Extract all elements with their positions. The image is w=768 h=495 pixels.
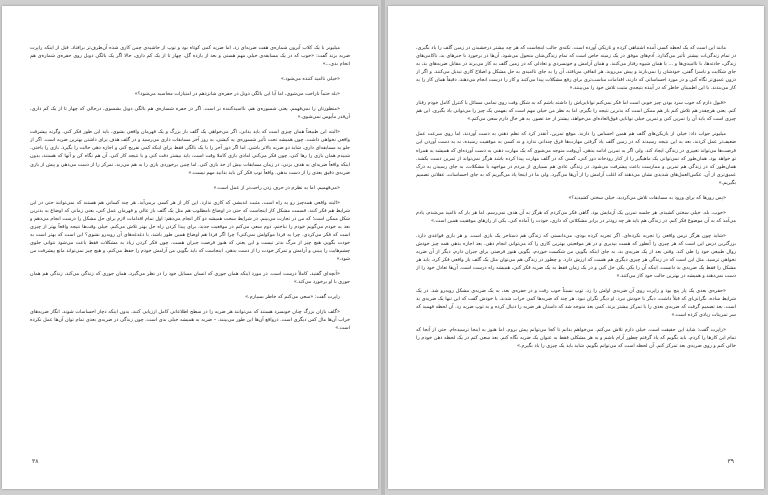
paragraph: «آنچه‌ای گفتید، کاملاً درست است. در مورد اینکه همان جوری که انسان مسایل خود را در نظر می‌گیرد، همان جوری که زندگی می‌کند، زندگی هم همان جوری با او برخورد می‌کند.» [30,271,350,286]
paragraph: «خیلی ناامید کننده می‌شود.» [280,76,340,83]
right-page-number: ۳۹ [727,458,734,465]
left-page [2,6,378,489]
paragraph: میلیونر جواب داد: خیلی از بازیکن‌های گلف هم همین احساس را دارند. موقع تمرین، آنقدر کرد که نظم ذهنی به دست آوردند، اما روی سرعت عمل ضعیف‌تر عمل کردند، بعد به این نتیجه رسیدند که در زمین گلف یاد گرفتن مهارت‌ها فرق چندانی ندارد و نه کسی به موفقیت رسیده، نه به دست آوردن این فرصت‌ها می‌تواند تغییری در زندگی ایجاد کند. ولی اگر به تمرین ادامه بدهی، آن‌وقت متوجه می‌شوی که یک مهارت ذهنی به دست آورده‌ای که همیشه به همراه تو خواهد بود. همان‌طور که نمی‌توانی یک ماهیگیر را از کنار رودخانه دور کنی، کسی که در گلف مهارت پیدا کرده باشد هرگز نمی‌تواند از تمرین دست بکشد. همان‌طور که در زندگی هم تمرین و ممارست باعث پیشرفت می‌شود. در زندگی عادی هم بسیاری از مردم در مواجهه با مشکلات، به جای رسیدن به درک عمیق‌تری از آن، عکس‌العمل‌های شدیدی نشان می‌دهند که اغلب آرامش را از آن‌ها می‌گیرد. ولی ما در اینجا یاد می‌گیریم که به جای احساسات، عقلانی تصمیم بگیریم.» [416,131,736,186]
paragraph: «البته این طبیعتاً همان چیزی است که باید بدانی. اگر می‌خواهی یک گلف باز بزرگ و یک قهرمان واقعی بشوی، باید این طور فکر کنی. وگرنه پیشرفت واقعی نخواهی داشت. چون همیشه تحت تأثیر شسوره‌ی یه کیشی، به روز آخر مسابقات داری می‌رسید و در گلف هدف برای داشتن بهترین ضربه است. اگر از جلو به مسابقه‌ای داری، شاید دو ضربه بالاتر باشی. اما اگر دور آخر را با یک بالگی فقط برای اینکه کمی تفریح کنی و اجازه دهی حالت را بگیرد. بازی را باختی. شنیدم همان بازی را رها کنی، چون فکر می‌کنی امادی بازی کاملا وقت است، باید بیشتر دقت کنی و با نتیجه کار کنی. آن هم نگاه کن و آنها که هستند، بدون اینکه واقعاً ضربه‌ای به هدف بزنی، در زمان مسابقات بیش از حد بازی کنی. اما چنین برخوردی بازی را به هم می‌زند. تمرکز را از دست می‌دهی و پیش از بازی ضربه‌ی دقیق بعدی را از دست بدهی. واقعاً توپ فکر کن باید بدانید مهم نیست.» [30,129,350,176]
paragraph: «حفره‌ی بعدی یک پار پنج بود و راپرت روی آن ضربه‌ی اولش را زد. توپ نسبتاً خوب رفت و در حفره‌ی بعد، به یک ضربه‌ی مشکل روبه‌رو شد. در یک شرایط ساده، نگرانی‌ای که قبلاً داشت، دیگر با خودش نبرد. او دیگر نگران نبود. هر چند که ضربه‌ها کمی خراب شدند، با خودش گفت که این تنها یک ضربه‌ی بد است. بعد تصمیم گرفت که ضربه‌ی بعدی را با تمرکز بیشتر بزند. کمی بعد متوجه شد که داستان هر ضربه را دنبال کرده و به توپ ضربه زد. آن لحظه فهمید که سر تمرینات زیادی کرده است.» [416,288,736,319]
paragraph: «خوب، بله. خیلی سختی کشیدم. هر جلسه تمرین یک آزمایش بود. گاهی فکر می‌کردم که هرگز به آن هدف نمی‌رسم. اما هر بار که ناامید می‌شدم، یادم می‌آمد که به آن موضوع فکر کنم. در زندگی هم باید هر چه زودتر در برابر مشکلاتی که داری، خودت را آماده کنی. یکی از رازهای موفقیت همین است.» [416,209,736,224]
paragraph: «منظورتان را نمی‌فهمم. یعنی شسوره‌ی هم، نااسیدکننده تر است. اگر در حفره شساره‌ی هم بالگی دوبل بشسوی، درحالی که چهار تا از یک کم داری، آن‌قدر مأیوس نمی‌شوی.» [30,106,350,121]
paragraph: «بله حتماً ناراحت می‌شوی، اما آیا این بالگی دوبل در حفره‌ی شانزدهم در امتیازات محاسبه می‌شود؟» [134,91,340,98]
paragraph: میلیونر با یک کلاب آیرون شماره‌ی هفت ضربه‌ای زد، اما ضربه کمی کوتاه بود و توپ از حاشیه‌ی چمن کاری شده آن‌طرف‌تر برافتاد. قبل از اینکه راپرت ضربه بزند گفت: «خوب که در یک مسابقه‌ی خیلی مهم هستی و بعد از یازده گل، چهار تا از یک کم داری، حالا اگر یک بالگی دوبل روی حفره‌ی شماره‌ی هم انجام بدی...» [30,45,350,68]
right-page-text [416,44,736,449]
paragraph: «گلف بازان بزرگ چنان خونسرد هستند که می‌توانند هر ضربه را در سطح اطلاعاتی کامل ارزیابی کنند، بدون اینکه دچار احساسات شوند. انگار ضربه‌های خراب آن‌ها مال کس دیگری است. درواقع آن‌ها این طور می‌بینند. – ضربه به همیشه خیلی بدی است. چون زندگی در ضربه‌ی بعدی تمام توان آن‌ها عمل نکرده است.» [30,309,350,332]
paragraph: «پس رورها که برای ورود به مسابقات تلاش می‌کردید، خیلی سختی کشیدید؟» [568,194,726,201]
paragraph: مانند این است که یک لحظه کسی آمده اشتباهی کرده و تاریکی آورده است. تکنه‌ی جالب اینجاست که هر چه بیشتر درخشیدن در زمین گلف را یاد بگیری، در تمام زندگی‌ات بیشتر تأثیر می‌گذارد. آدم‌های موفق در یک زمینه خاص است که تمام زندگی‌شان متحول می‌شود. آن‌ها در برخورد با خبرهای بد، ناکامی‌های زندگی، حادثه‌ها، با ناامیدی‌ها و ... با همان شیوه رفتار می‌کنند. و همان آرامش و خونسردی و تعادلی که در زمین گلف به کار می‌برند در مقابل ضربه‌های بد، به جای شکایت و ناسزا گفتن، خودشان را نمی‌بازند و پیش می‌روند. هر اتفاقی می‌افتد، آن را به جای ناامیدی به حل مشکل و اصلاح کاری تبدیل می‌کنند. و اگر از درون عمیق‌تر نگاه کنی و در مورد احساساتی که دارند، اقدامات مناسب‌تری برای رفع مشکلات پیدا می‌کنند و کار را درست انجام می‌دهند. دقیقاً همان کار را به کار می‌بندند. با این اطمینان خاطر که در آینده نتیجه‌ی مثبت تلاش خود را می‌بینند.» [416,45,736,92]
right-page [388,6,764,489]
paragraph: «راپرت گفت: شاید این حقیقت است. خیلی دارم تلاش می‌کنم. می‌خواهم بدانم تا کجا می‌توانم پیش بروم. اما هنوز به اینجا نرسیده‌ام. حتی از آنجا که تمام این کارها را کردم، باید بگویم که یاد گرفتم چطور آرام باشم و به هر مشکلی فقط به عنوان یک ضربه نگاه کنم. بعد سعی کنم در یک لحظه ذهن خودم را خالی کنم و روی ضربه‌ی بعد تمرکز کنم. آن لحظه است که می‌توانم بگویم، شاید باید یک چیزی را یاد بگیرم.» [416,327,736,350]
paragraph: راپرت گفت: «سعی می‌کنم که خاطر بسپارم.» [245,294,340,301]
paragraph: «قبول دارم که خوب سرد بودن چیز خوبی است اما فکر نمی‌کنم توانایی‌اش را داشته باشم که به شکل وقت روی تمامی مسائل با کنترل کامل خودم رفتار کنم. یعنی هرچقدر هم تلاش کنم باز هم ممکن است که بدترین نتیجه را بگیرم. اما به نظر من خیلی مهم است که بفهمی یک چیز را می‌توانی یاد بگیری. این هم چیزی است که باید آن را تمرین کنی و تمرین خیلی توانایی فوق‌العاده‌ای می‌خواهد، بیشتر از حد تصور. به هر حال دارم سعی می‌کنم.» [416,100,736,123]
paragraph: «می‌فهمیم. اما به نظرم در حرف زدن راحت‌تر از عمل است.» [213,184,340,191]
left-page-number: ۳۸ [32,458,39,465]
paragraph: «البته واقعی همه‌چیز رو به راه است، مثبت اندیشی که کاری ندارد. این کار از هر کسی برمی‌آید. هر چند کسانی هم هستند که نمی‌توانند حتی در این شرایط هم فکر کنند. قسمت مشکل کار اینجاست که حتی در اوضاع نامطلوب هم مثل یک گلف باز عالی و قهرمان عمل کنی، یعنی زمانی که اوضاع به بدترین شکل ممکن است؛ که من در تجارت می‌بینم. در شرایط سخت همیشه دو کار انجام می‌دهم: اول تمام اقدامات لازم برای حل مشکل را درست انجام می‌دهم و بعد به خودم می‌گویم خودم را نباختم، دوم سعی می‌کنم در موقعیت جدید، برای پیدا کردن راه حل بهتر تلاش می‌کنم. خیلی وقت‌ها نتیجه واقعاً بهتر از چیزی است که فکر می‌کردی. چرا به فردا موکولش نمی‌کنی؟ چرا اگر فردا هم اوضاع همین طور باشد، با دغدغه‌های آن روبه‌رو نشوی؟ این است که بهتر است به خودت بگویی هیچ چیز از مرگ بدتر نیست و این یعنی که هنوز فرصت جبران هست. چون فکر کردن زیاد به مشکلات فقط باعث می‌شود نتوانی جلوی چشم‌هایت را ببینی و آرامش و تمرکز خودت را از دست بدهی. اینجاست که باید بگویی من آرامش خودم را حفظ می‌کنم، و هیچ چیز نمی‌تواند مانع پیشرفت من شود.» [30,199,350,262]
left-page-text [30,44,350,449]
book-gutter [381,0,385,495]
paragraph: «شاید چون هرگز ترس واقعی را تجربه نکرده‌ای. اگر تجربه کرده بودی، می‌دانستی که زندگی هم دستاخر یک بازی است. و هر بازی قواعدی دارد. بزرگترین درس این است که هر چیزی را آنطور که هست بپذیری و در هر موقعیتی بهترین کاری را که می‌توانی انجام دهی. بعد اجازه بدهی همه چیز خودش روال طبیعی خود را طی کند. وقتی بعد از یک ضربه‌ی بد، به جای اینکه بگویی من شکست خوردم، بگویی هنوز فرصتی برای جبران دارم، دیگر از آن ضربه نخواهی ترسید. مثل این است که در زندگی هر چیزی دیگری هم هست که ارزش دارد. و چطور در زندگی هم می‌توان مثل یک گلف باز واقعی فکر کرد، باید هر مشکل را فقط یک ضربه‌ی بد دانست. اینکه آن را یکی یکی حل کنی و در یک زمان فقط به یک ضربه فکر کنی، همیشه راه درست است. آن‌ها تعادل خود را از دست نمی‌دهند و همیشه در بهترین حالت خود کار می‌کنند.» [416,232,736,280]
